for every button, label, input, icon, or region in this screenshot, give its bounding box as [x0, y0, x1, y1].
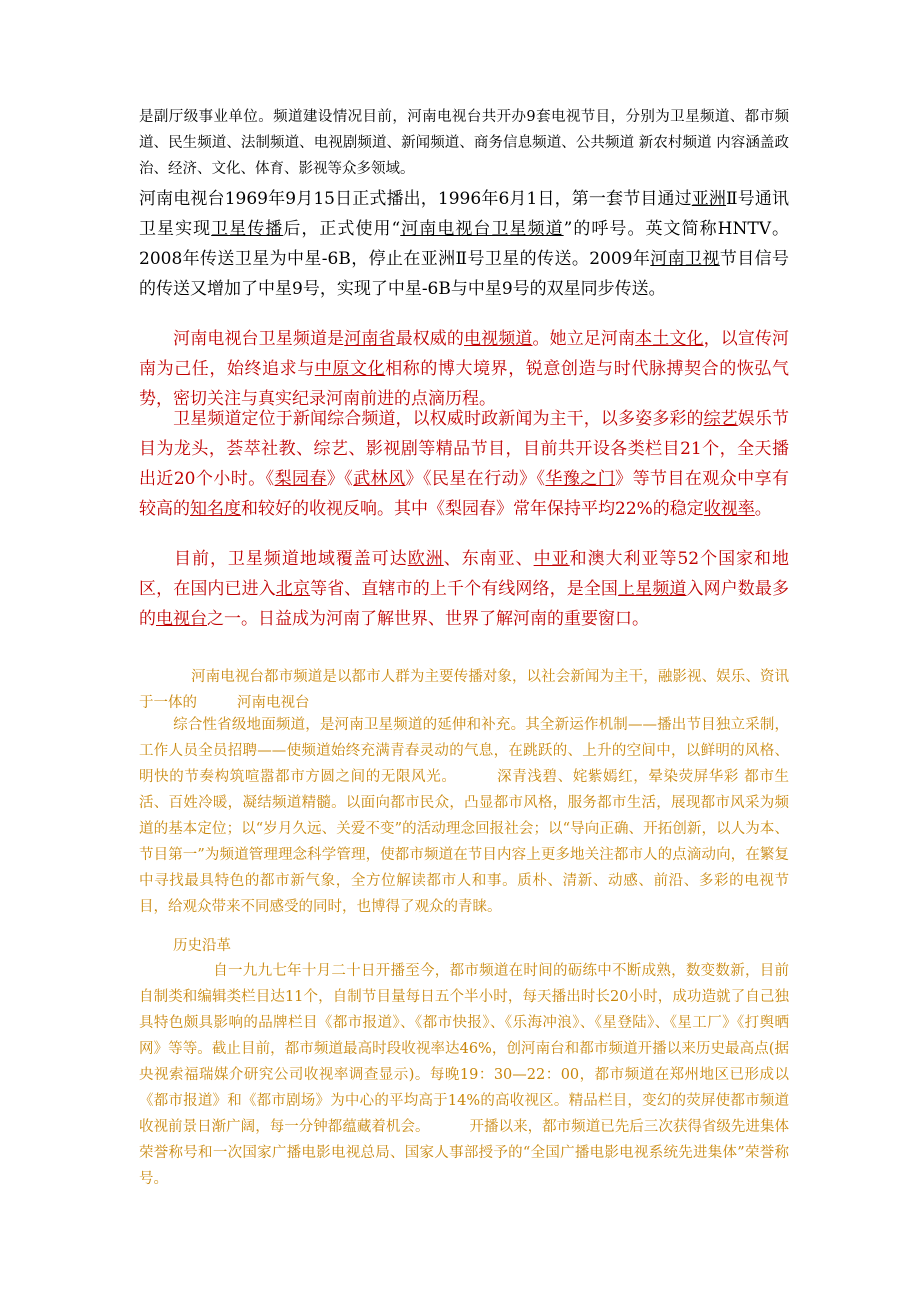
link-ratings[interactable]: 收视率 — [703, 499, 755, 519]
satellite-channel-intro-paragraph: 河南电视台卫星频道是河南省最权威的电视频道。她立足河南本土文化，以宣传河南为己任，始终追求与中原文化相称的博大境界，锐意创造与时代脉搏契合的恢弘气势，密切关注与真实纪录河南前进的点滴历程。 — [139, 329, 790, 409]
link-central-plains-culture[interactable]: 中原文化 — [314, 359, 386, 379]
history-paragraph: 自一九九七年十月二十日开播至今，都市频道在时间的砺练中不断成熟，数变数新，目前自制类和编辑类栏目达11个，自制节目量每日五个半小时，每天播出时长20小时，成功造就了自己独具特色颇具影响的品牌栏目《都市报道》、《都市快报》、《乐海冲浪》、《星登陆》、《星工厂》《打舆晒网》等等。截止目前，都市频道最高时段收视率达46%，创河南台和都市频道开播以来历史最高点(据央视索福瑞媒介研究公司收视率调查显示)。每晚19：30—22：00，都市频道在郑州地区已形成以《都市报道》和《都市剧场》为中心的平均高于14%的高收视区。精品栏目，变幻的荧屏使都市频道收视前景日渐广阔，每一分钟都蕴藏着机会。 开播以来，都市频道已先后三次获得省级先进集体荣誉称号和一次国家广播电影电视总局、国家人事部授予的“全国广播电影电视系统先进集体”荣誉称号。 — [139, 963, 790, 1187]
link-henan-province[interactable]: 河南省 — [344, 329, 396, 349]
link-liyuanchun[interactable]: 梨园春 — [274, 469, 327, 489]
satellite-channel-positioning-paragraph: 卫星频道定位于新闻综合频道，以权威时政新闻为主干，以多姿多彩的综艺娱乐节目为龙头，荟萃社教、综艺、影视剧等精品节目，目前共开设各类栏目21个，全天播出近20个小时。《梨园春》《武林风》《民星在行动》《华豫之门》等节目在观众中享有较高的知名度和较好的收视反响。其中《梨园春》常年保持平均22%的稳定收视率。 — [139, 409, 790, 519]
city-channel-intro-paragraph: 河南电视台都市频道是以都市人群为主要传播对象，以社会新闻为主干，融影视、娱乐、资讯于一体的 河南电视台 — [139, 669, 789, 711]
link-tv-channel[interactable]: 电视频道 — [464, 329, 533, 349]
link-tv-station[interactable]: 电视台 — [156, 609, 207, 629]
link-beijing[interactable]: 北京 — [275, 579, 311, 599]
link-wulinfeng[interactable]: 武林风 — [353, 469, 406, 489]
link-asia[interactable]: 亚洲 — [691, 189, 727, 209]
coverage-paragraph: 目前，卫星频道地域覆盖可达欧洲、东南亚、中亚和澳大利亚等52个国家和地区，在国内已进入北京等省、直辖市的上千个有线网络，是全国上星频道入网户数最多的电视台之一。日益成为河南了解世界、世界了解河南的重要窗口。 — [139, 549, 790, 629]
link-variety[interactable]: 综艺 — [703, 409, 738, 429]
link-huayuzhimen[interactable]: 华豫之门 — [545, 469, 616, 489]
link-henan-satellite-channel[interactable]: 河南电视台卫星频道 — [400, 219, 564, 239]
link-central-asia[interactable]: 中亚 — [533, 549, 570, 569]
link-europe[interactable]: 欧洲 — [407, 549, 444, 569]
link-henan-tv[interactable]: 河南卫视 — [650, 249, 720, 269]
link-satellite-broadcast[interactable]: 卫星传播 — [211, 219, 284, 239]
link-local-culture[interactable]: 本土文化 — [635, 329, 704, 349]
channel-overview-paragraph — [139, 104, 789, 182]
paragraph-text: 是副厅级事业单位。频道建设情况目前，河南电视台共开办9套电视节目，分别为卫星频道、都市频道、民生频道、法制频道、电视剧频道、新闻频道、商务信息频道、公共频道 新农村频道 内容涵盖政治、经济、文化、体育、影视等众多领域。 — [139, 109, 789, 177]
city-channel-description-paragraph: 综合性省级地面频道，是河南卫星频道的延伸和补充。其全新运作机制——播出节目独立采制，工作人员全员招聘——使频道始终充满青春灵动的气息，在跳跃的、上升的空间中，以鲜明的风格、明快的节奏构筑喧嚣都市方圆之间的无限风光。 深青浅碧、姹紫嫣红，晕染荧屏华彩 都市生活、百姓冷暖，凝结频道精髓。以面向都市民众，凸显都市风格，服务都市生活，展现都市风采为频道的基本定位；以“岁月久远、关爱不变”的活动理念回报社会；以“导向正确、开拓创新，以人为本、节目第一”为频道管理理念科学管理，使都市频道在节目内容上更多地关注都市人的点滴动向，在繁复中寻找最具特色的都市新气象，全方位解读都市人和事。质朴、清新、动感、前沿、多彩的电视节目，给观众带来不同感受的同时，也博得了观众的青睐。 — [139, 717, 790, 915]
history-heading: 历史沿革 — [173, 938, 231, 954]
link-popularity[interactable]: 知名度 — [190, 499, 241, 519]
link-satellite-channels[interactable]: 上星频道 — [618, 579, 687, 599]
broadcast-history-paragraph: 河南电视台1969年9月15日正式播出，1996年6月1日，第一套节目通过亚洲Ⅱ号通讯卫星实现卫星传播后，正式使用“河南电视台卫星频道”的呼号。英文简称HNTV。2008年传送卫星为中星-6B，停止在亚洲Ⅱ号卫星的传送。2009年河南卫视节目信号的传送又增加了中星9号，实现了中星-6B与中星9号的双星同步传送。 — [139, 189, 790, 299]
